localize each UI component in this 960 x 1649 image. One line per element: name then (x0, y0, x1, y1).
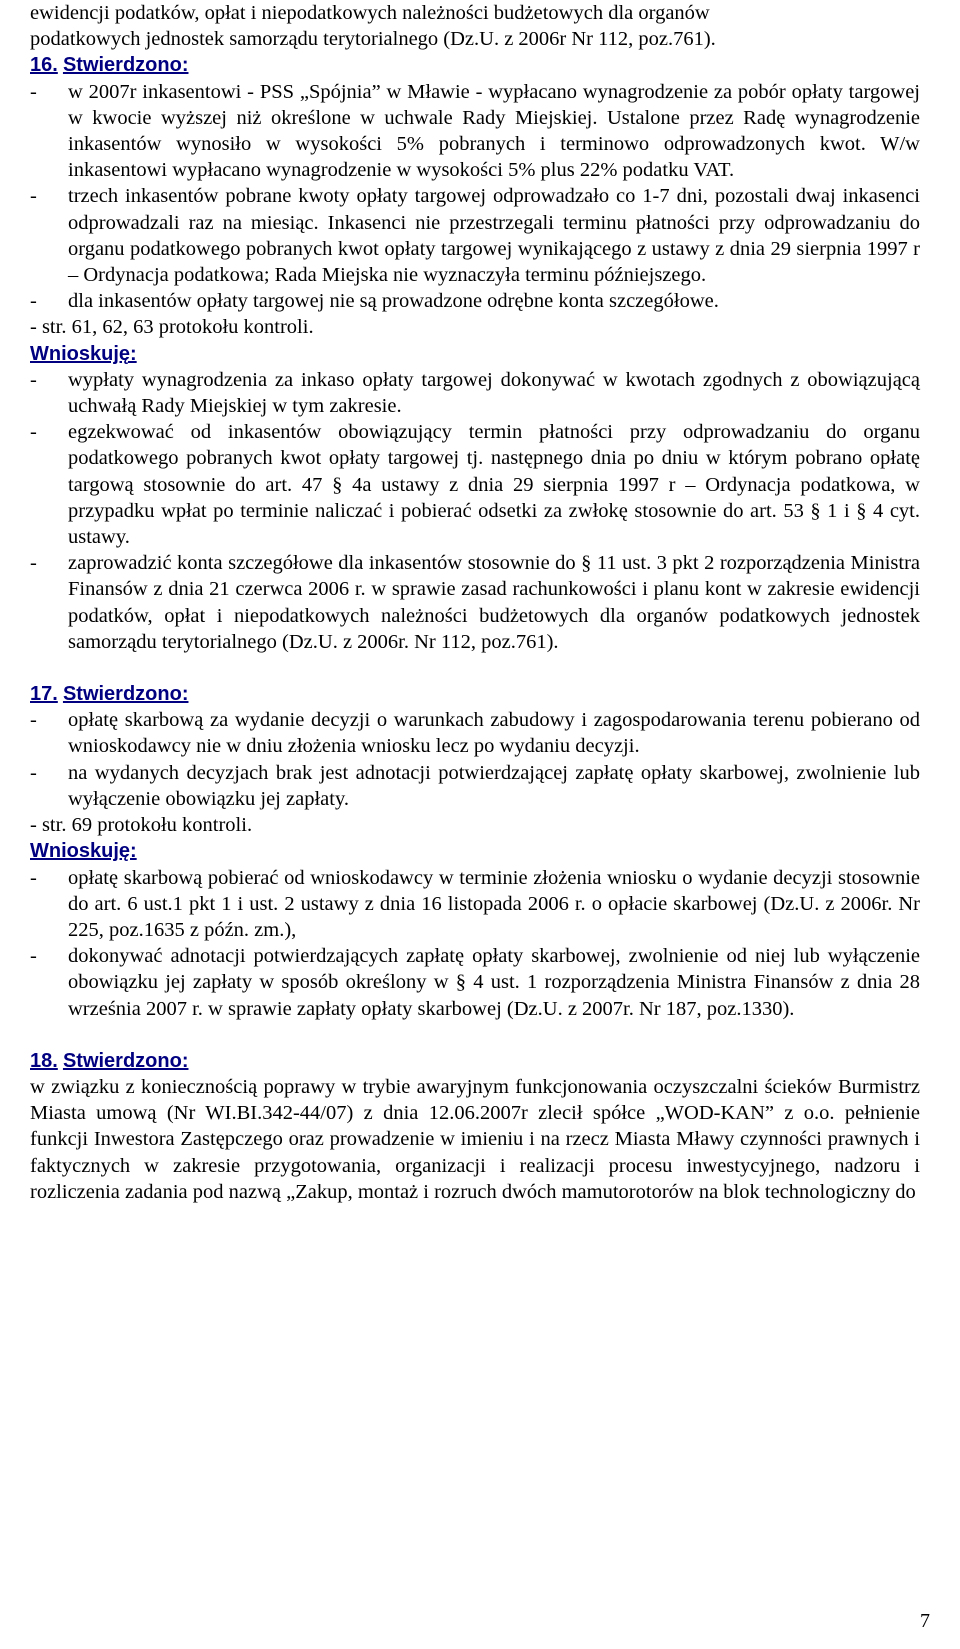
section-18-heading (30, 1048, 920, 1074)
page-number: 7 (920, 1610, 930, 1632)
bullet-dash: - (30, 290, 37, 313)
finding-text: w 2007r inkasentowi - PSS „Spójnia” w Mławie - wypłacano wynagrodzenie za pobór opłaty targowej w kwocie wyższej niż określone w uchwale Rady Miejskiej. Ustalone przez Radę wynagrodzenie inkasentów wynosiło w wysokości 5% pobranych i terminowo odprowadzonych kwot. W/w inkasentowi wypłacano wynagrodzenie w wysokości 5% plus 22% podatku VAT. (68, 80, 920, 182)
section-17-heading (30, 681, 920, 707)
recommendation-heading: Wnioskuję: (30, 840, 137, 863)
bullet-dash: - (30, 709, 37, 732)
finding-item (30, 760, 920, 812)
recommendation-text: opłatę skarbową pobierać od wnioskodawcy w terminie złożenia wniosku o wydanie decyzji stosownie do art. 6 ust.1 pkt 1 i ust. 2 ustawy z dnia 16 listopada 2006 r. o opłacie skarbowej (Dz.U. z 2006r. Nr 225, poz.1635 z późn. zm.), (68, 866, 920, 941)
section-16-heading (30, 52, 920, 78)
recommendation-item (30, 367, 920, 419)
recommendation-item (30, 419, 920, 550)
section-number: 16. (30, 54, 58, 77)
bullet-dash: - (30, 421, 37, 444)
finding-item (30, 79, 920, 184)
section-heading: Stwierdzono: (62, 683, 189, 706)
finding-text: trzech inkasentów pobrane kwoty opłaty targowej odprowadzało co 1-7 dni, pozostali dwaj inkasenci odprowadzali raz na miesiąc. Inkasenci nie przestrzegali terminu płatności przy odprowadzaniu do organu podatkowego pobranych kwot opłaty targowej wynikającego z ustawy z dnia 29 sierpnia 1997 r – Ordynacja podatkowa; Rada Miejska nie wyznaczyła terminu późniejszego. (68, 185, 920, 287)
finding-item (30, 183, 920, 288)
bullet-dash: - (30, 80, 37, 103)
bullet-dash: - (30, 761, 37, 784)
bullet-dash: - (30, 185, 37, 208)
document-page (30, 0, 920, 1205)
bullet-dash: - (30, 368, 37, 391)
section-18-text: w związku z koniecznością poprawy w trybie awaryjnym funkcjonowania oczyszczalni ścieków Burmistrz Miasta umową (Nr WI.BI.342-44/07) z dnia 12.06.2007r zlecił spółce „WOD-KAN” z o.o. pełnienie funkcji Inwestora Zastępczego oraz prowadzenie w imieniu i na rzecz Miasta Mławy czynności prawnych i faktycznych w zakresie przygotowania, organizacji i realizacji procesu inwestycyjnego, nadzoru i rozliczenia zadania pod nazwą „Zakup, montaż i rozruch dwóch mamutorotorów na blok technologiczny do (30, 1075, 920, 1203)
bullet-dash: - (30, 945, 37, 968)
finding-text: dla inkasentów opłaty targowej nie są prowadzone odrębne konta szczegółowe. (68, 290, 719, 313)
recommendation-item (30, 865, 920, 944)
bullet-dash: - (30, 866, 37, 889)
section-heading: Stwierdzono: (62, 54, 189, 77)
recommendation-item (30, 550, 920, 655)
recommendation-text: wypłaty wynagrodzenia za inkaso opłaty targowej dokonywać w kwotach zgodnych z obowiązującą uchwałą Rady Miejskiej w tym zakresie. (68, 368, 920, 418)
finding-item (30, 288, 920, 314)
finding-text: na wydanych decyzjach brak jest adnotacji potwierdzającej zapłatę opłaty skarbowej, zwolnienie lub wyłączenie obowiązku jej zapłaty. (68, 761, 920, 810)
spacer (30, 655, 920, 681)
protocol-reference: - str. 61, 62, 63 protokołu kontroli. (30, 316, 314, 339)
spacer (30, 1022, 920, 1048)
finding-text: opłatę skarbową za wydanie decyzji o warunkach zabudowy i zagospodarowania terenu pobierano od wnioskodawcy nie w dniu złożenia wniosku lecz po wydaniu decyzji. (68, 709, 920, 758)
section-heading: Stwierdzono: (62, 1049, 189, 1072)
recommendation-item (30, 943, 920, 1022)
section-number: 17. (30, 683, 58, 706)
recommendation-text: egzekwować od inkasentów obowiązujący termin płatności przy odprowadzaniu do organu podatkowego pobranych kwot opłaty targowej tj. następnego dnia po dniu w którym pobrano opłatę targową stosownie do art. 47 § 4a ustawy z dnia 29 sierpnia 1997 r – Ordynacja podatkowa, w przypadku wpłat po terminie naliczać i pobierać odsetki za zwłokę stosownie do art. 53 § 1 i § 4 cyt. ustawy. (68, 421, 920, 549)
protocol-reference: - str. 69 protokołu kontroli. (30, 814, 253, 837)
finding-item (30, 707, 920, 759)
continued-line-2: podatkowych jednostek samorządu terytorialnego (Dz.U. z 2006r Nr 112, poz.761). (30, 28, 716, 51)
recommendation-heading: Wnioskuję: (30, 342, 137, 365)
bullet-dash: - (30, 552, 37, 575)
recommendation-text: zaprowadzić konta szczegółowe dla inkasentów stosownie do § 11 ust. 3 pkt 2 rozporządzenia Ministra Finansów z dnia 21 czerwca 2006 r. w sprawie zasad rachunkowości i planu kont w zakresie ewidencji podatków, opłat i niepodatkowych należności budżetowych dla organów podatkowych jednostek samorządu terytorialnego (Dz.U. z 2006r. Nr 112, poz.761). (68, 552, 920, 653)
section-number: 18. (30, 1049, 58, 1072)
continued-line-1: ewidencji podatków, opłat i niepodatkowych należności budżetowych dla organów (30, 2, 710, 24)
recommendation-text: dokonywać adnotacji potwierdzających zapłatę opłaty skarbowej, zwolnienie od niej lub wyłączenie obowiązku jej zapłaty w sposób określony w § 4 ust. 1 rozporządzenia Ministra Finansów z dnia 28 września 2007 r. w sprawie zapłaty opłaty skarbowej (Dz.U. z 2007r. Nr 187, poz.1330). (68, 945, 920, 1020)
